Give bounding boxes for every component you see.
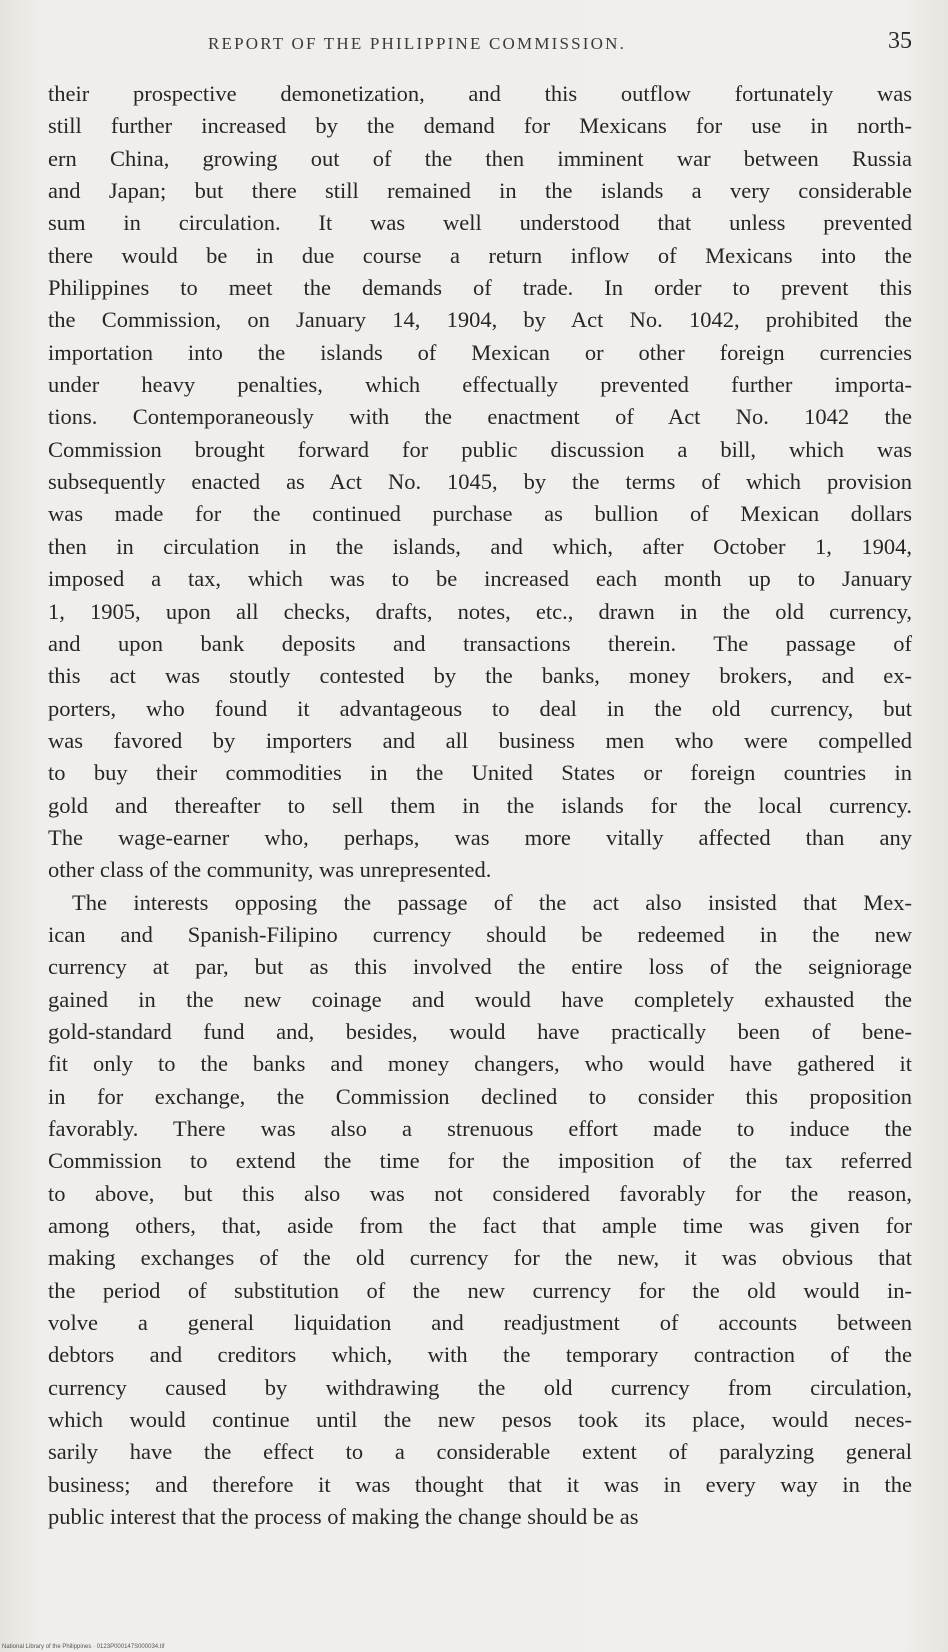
text-line: ern China, growing out of the then imminent war between Russia (48, 145, 912, 171)
text-line: public interest that the process of making the change should be as (48, 1504, 639, 1530)
text-line: sum in circulation. It was well understood that unless prevented (48, 210, 912, 236)
text-line: imposed a tax, which was to be increased each month up to January (48, 566, 912, 592)
text-line: under heavy penalties, which effectually prevented further importa- (48, 372, 912, 398)
text-line: currency caused by withdrawing the old currency from circulation, (48, 1374, 912, 1400)
text-line: fit only to the banks and money changers, who would have gathered it (48, 1051, 912, 1077)
text-line: sarily have the effect to a considerable extent of paralyzing general (48, 1439, 912, 1465)
text-line: which would continue until the new pesos took its place, would neces- (48, 1407, 912, 1433)
running-head: REPORT OF THE PHILIPPINE COMMISSION. (208, 34, 627, 53)
page-number: 35 (888, 28, 912, 54)
text-line: and Japan; but there still remained in the islands a very considerable (48, 178, 912, 204)
text-line: gold and thereafter to sell them in the islands for the local currency. (48, 792, 912, 818)
text-line: tions. Contemporaneously with the enactment of Act No. 1042 the (48, 404, 912, 430)
text-line: making exchanges of the old currency for the new, it was obvious that (48, 1245, 912, 1271)
body-text (48, 78, 912, 1533)
page-header (48, 28, 912, 58)
text-line: then in circulation in the islands, and which, after October 1, 1904, (48, 533, 912, 559)
text-line: Commission to extend the time for the imposition of the tax referred (48, 1148, 912, 1174)
text-line: The interests opposing the passage of the act also insisted that Mex- (72, 889, 912, 915)
text-line: favorably. There was also a strenuous effort made to induce the (48, 1116, 912, 1141)
text-line: subsequently enacted as Act No. 1045, by the terms of which provision (48, 469, 912, 495)
text-line: The wage-earner who, perhaps, was more vitally affected than any (48, 824, 912, 850)
text-line: this act was stoutly contested by the banks, money brokers, and ex- (48, 663, 912, 689)
paragraph-2 (48, 887, 912, 1534)
text-line: 1, 1905, upon all checks, drafts, notes, etc., drawn in the old currency, (48, 598, 912, 624)
text-line: was favored by importers and all business men who were compelled (48, 727, 912, 753)
text-line: to buy their commodities in the United States or foreign countries in (48, 760, 912, 786)
text-line: was made for the continued purchase as bullion of Mexican dollars (48, 501, 912, 527)
text-line: among others, that, aside from the fact that ample time was given for (48, 1213, 912, 1239)
text-line: and upon bank deposits and transactions therein. The passage of (48, 630, 912, 656)
text-line: there would be in due course a return inflow of Mexicans into the (48, 242, 912, 268)
text-line: volve a general liquidation and readjustment of accounts between (48, 1310, 912, 1336)
text-line: in for exchange, the Commission declined to consider this proposition (48, 1083, 912, 1109)
paragraph-1 (48, 78, 912, 887)
scan-footer-note: National Library of the Philippines · 0123P000147S000034.tif (2, 1644, 165, 1650)
text-line: gained in the new coinage and would have completely exhausted the (48, 986, 912, 1012)
text-line: the period of substitution of the new currency for the old would in- (48, 1277, 912, 1303)
text-line: importation into the islands of Mexican or other foreign currencies (48, 339, 912, 365)
text-line: business; and therefore it was thought that it was in every way in the (48, 1471, 912, 1497)
text-line: the Commission, on January 14, 1904, by Act No. 1042, prohibited the (48, 307, 912, 333)
text-line: porters, who found it advantageous to deal in the old currency, but (48, 695, 912, 721)
text-line: ican and Spanish-Filipino currency should be redeemed in the new (48, 921, 912, 947)
text-line: to above, but this also was not considered favorably for the reason, (48, 1180, 912, 1206)
text-line: Philippines to meet the demands of trade. In order to prevent this (48, 275, 912, 301)
text-line: their prospective demonetization, and this outflow fortunately was (48, 81, 912, 106)
text-line: Commission brought forward for public discussion a bill, which was (48, 436, 912, 462)
text-line: gold-standard fund and, besides, would have practically been of bene- (48, 1018, 912, 1044)
text-line: other class of the community, was unrepresented. (48, 857, 492, 883)
text-line: debtors and creditors which, with the temporary contraction of the (48, 1342, 912, 1368)
text-line: currency at par, but as this involved the entire loss of the seigniorage (48, 954, 912, 980)
text-line: still further increased by the demand for Mexicans for use in north- (48, 113, 912, 139)
